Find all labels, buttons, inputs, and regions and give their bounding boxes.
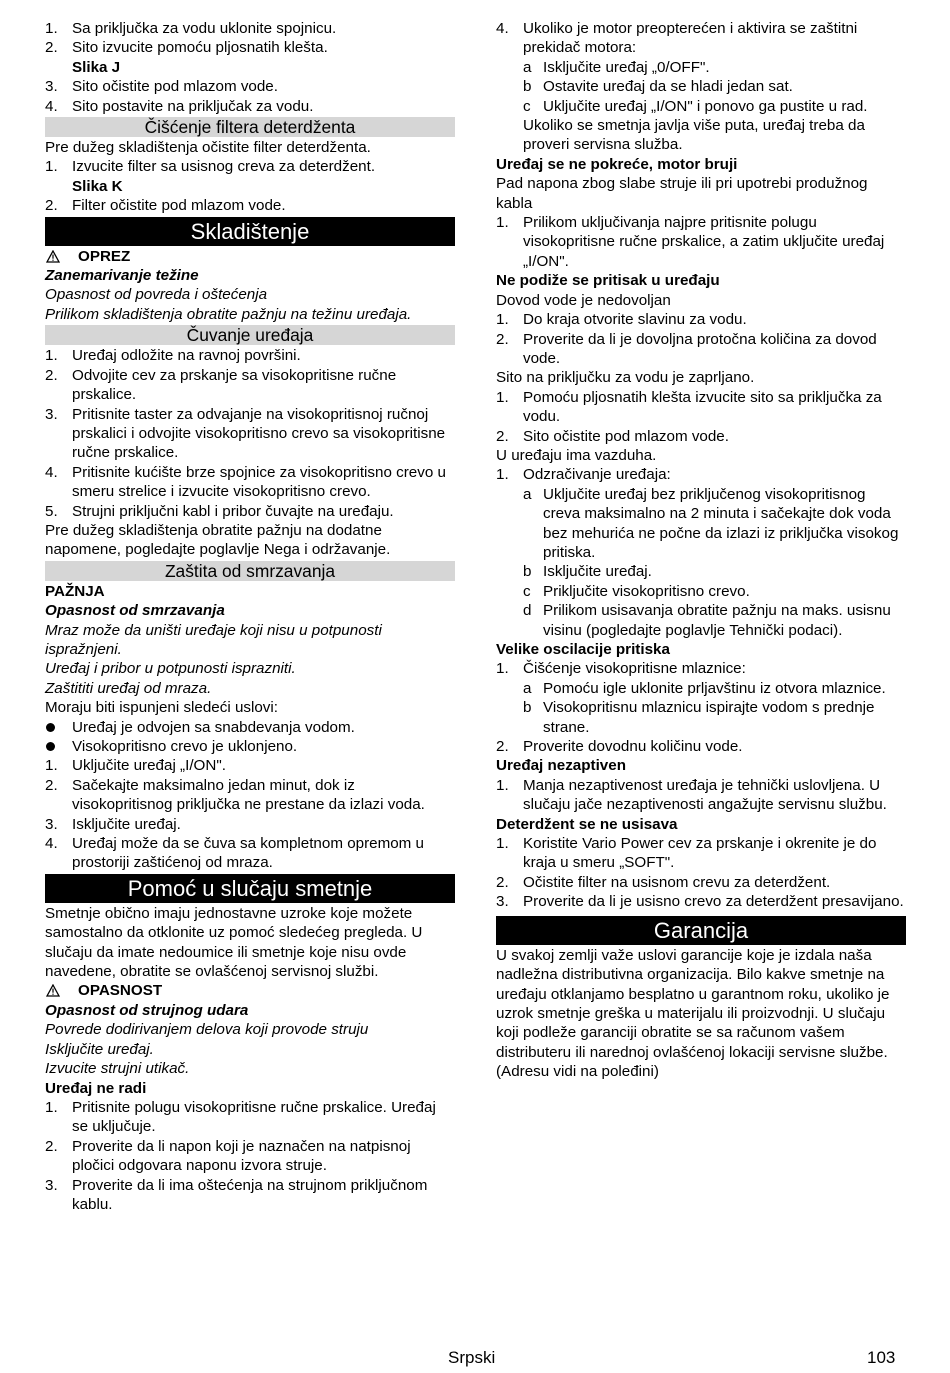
step-text: Proverite da li ima oštećenja na strujnom priključnom kablu. [72,1176,428,1213]
list-item [45,19,455,38]
list-item [496,310,906,329]
step-text: Izvucite filter sa usisnog creva za deterdžent. [72,158,376,176]
step-text: Pritisnite polugu visokopritisne ručne prskalice. Uređaj se uključuje. [72,1098,436,1136]
sub-step-text: Visokopritisnu mlaznicu ispirajte vodom s prednje strane. [543,699,875,736]
step-text: Manja nezaptivenost uređaja je tehnički uslovljena. U slučaju jače nezaptivenosti angažujte servisnu službu. [523,776,887,814]
figure-reference [45,58,455,77]
sub-step-letter: b [523,78,532,96]
warning-triangle-icon [46,984,60,997]
list-item [45,97,455,116]
step-number: 3. [45,405,58,423]
step-text: Sito očistite pod mlazom vode. [523,427,729,445]
sub-step-text: Uključite uređaj bez priključenog visokopritisnog creva maksimalno na 2 minuta i sačekajte dok voda bez mehurića ne počne da izlazi iz priključka visokog pritiska. [543,485,899,561]
sub-list-item [496,601,906,640]
problem-title: Ne podiže se pritisak u uređaju [496,272,720,290]
list-item [496,834,906,873]
step-number: 1. [45,20,58,37]
problem-title: Deterdžent se ne usisava [496,815,678,833]
bullet-icon [46,742,55,751]
danger-title: Opasnost od strujnog udara [45,1001,249,1019]
step-text: Pritisnite taster za odvajanje na visokopritisnoj ručnoj prskalici i odvojite visokopritisno crevo sa visokopritisne ručne prskalice. [72,405,446,462]
step-text: Sačekajte maksimalno jedan minut, dok iz visokopritisnog priključka ne prestane da izlazi voda. [72,776,425,814]
danger-line: Izvucite strujni utikač. [45,1060,190,1078]
step-number: 1. [496,214,509,232]
sub-step-text: Pomoću igle uklonite prljavštinu iz otvora mlaznice. [543,679,886,697]
sub-step-text: Ostavite uređaj da se hladi jedan sat. [543,78,793,96]
list-item [496,19,906,58]
section-heading-frost: Zaštita od smrzavanja [45,561,455,581]
paragraph: Moraju biti ispunjeni sledeći uslovi: [45,699,278,717]
section-heading-detergent-filter: Čišćenje filtera deterdženta [45,117,455,137]
step-number: 2. [45,366,58,384]
step-text: Koristite Vario Power cev za prskanje i okrenite je do kraja u smeru „SOFT". [523,835,877,872]
list-item [45,157,455,176]
problem-title: Uređaj nezaptiven [496,757,626,775]
figure-label: Slika J [72,58,121,76]
caution-notice [45,247,455,266]
paragraph: Pre dužeg skladištenja obratite pažnju na dodatne napomene, pogledajte poglavlje Nega i održavanje. [45,521,391,559]
paragraph: (Adresu vidi na poleđini) [496,1063,659,1081]
list-item [45,38,455,57]
sub-step-letter: a [523,58,532,76]
sub-list-item [496,562,906,581]
bullet-text: Visokopritisno crevo je uklonjeno. [72,738,298,755]
sub-step-text: Isključite uređaj. [543,563,652,581]
step-number: 1. [496,388,509,406]
sub-step-letter: a [523,485,532,503]
step-text: Ukoliko je motor preopterećen i aktivira se zaštitni prekidač motora: [523,20,858,57]
list-item [45,405,455,463]
step-number: 2. [45,776,58,794]
page-number: 103 [867,1348,896,1367]
paragraph: Smetnje obično imaju jednostavne uzroke koje možete samostalno da otklonite uz pomoć sledećeg pregleda. U slučaju da imate nedoumice ili smetnje koje nisu ovde navedene, obratite se ovlašćenoj servisnoj službi. [45,904,423,981]
problem-title: Velike oscilacije pritiska [496,641,670,658]
list-item [45,463,455,502]
attention-title: Opasnost od smrzavanja [45,602,225,620]
sub-list-item [496,77,906,96]
caution-line: Opasnost od povreda i oštećenja [45,286,268,304]
step-number: 2. [496,330,509,348]
attention-line: Zaštititi uređaj od mraza. [45,679,212,697]
step-number: 1. [45,158,58,176]
cause-text: Sito na priključku za vodu je zaprljano. [496,369,755,387]
sub-step-letter: d [523,602,532,620]
danger-line: Povrede dodirivanjem delova koji provode struju [45,1021,369,1039]
step-number: 3. [45,1176,58,1194]
step-number: 4. [45,835,58,853]
sub-step-text: Prilikom usisavanja obratite pažnju na maks. usisnu visinu (pogledajte poglavlje Tehnički podaci). [543,602,891,639]
list-item [496,737,906,756]
sub-step-letter: b [523,699,532,717]
sub-list-item [496,485,906,563]
bullet-icon [46,723,55,732]
step-text: Pomoću pljosnatih klešta izvucite sito sa priključka za vodu. [523,388,882,426]
list-item [45,346,455,365]
caution-label: OPREZ [78,247,131,265]
bullet-item [45,718,455,737]
list-item [45,756,455,775]
danger-label: OPASNOST [78,982,163,1000]
right-column [496,19,906,1082]
sub-step-text: Isključite uređaj „0/OFF". [543,58,710,76]
step-text: Uređaj odložite na ravnoj površini. [72,347,301,365]
bullet-text: Uređaj je odvojen sa snabdevanja vodom. [72,718,355,736]
list-item [45,1098,455,1137]
caution-title: Zanemarivanje težine [45,267,199,285]
section-heading-keeping: Čuvanje uređaja [45,325,455,345]
attention-line: Mraz može da uništi uređaje koji nisu u potpunosti ispražnjeni. [45,621,382,658]
list-item [45,1176,455,1215]
step-number: 2. [496,738,509,756]
step-number: 4. [496,20,509,37]
step-text: Očistite filter na usisnom crevu za deterdžent. [523,873,831,891]
step-number: 1. [45,757,58,775]
bullet-item [45,737,455,756]
step-number: 2. [496,873,509,891]
step-text: Sito postavite na priključak za vodu. [72,97,314,115]
step-number: 1. [496,776,509,794]
step-number: 1. [496,311,509,329]
list-item [45,502,455,521]
list-item [496,776,906,815]
list-item [496,427,906,446]
warning-triangle-icon [46,250,60,263]
step-text: Proverite da li je usisno crevo za deterdžent presavijano. [523,893,904,911]
step-number: 4. [45,463,58,481]
sub-step-letter: b [523,563,532,581]
attention-line: Uređaj i pribor u potpunosti isprazniti. [45,660,296,678]
step-text: Isključite uređaj. [72,815,181,833]
sub-step-letter: c [523,582,531,600]
danger-notice [45,981,455,1000]
list-item [45,77,455,96]
step-text: Čišćenje visokopritisne mlaznice: [523,660,746,678]
paragraph: Pre dužeg skladištenja očistite filter deterdženta. [45,139,371,157]
list-item [45,366,455,405]
sub-list-item [496,58,906,77]
list-item [45,834,455,873]
step-number: 3. [496,893,509,911]
step-text: Do kraja otvorite slavinu za vodu. [523,311,747,329]
step-text: Proverite da li je dovoljna protočna količina za dovod vode. [523,330,877,367]
problem-title: Uređaj ne radi [45,1079,147,1097]
step-number: 1. [45,347,58,365]
list-item [496,465,906,484]
step-number: 2. [45,197,58,215]
paragraph: U svakoj zemlji važe uslovi garancije koje je izdala naša nadležna distributivna organizacija. Bilo kakve smetnje na uređaju otklanjamo besplatno u garantnom roku, ukoliko je uzrok smetnje greška u materijalu ili proizvodnji. U slučaju koji podleže garanciji obratite se sa računom vašem distributeru ili narednoj ovlašćenoj lokaciji servisne službe. [496,946,890,1061]
list-item [496,388,906,427]
step-text: Prilikom uključivanja najpre pritisnite polugu visokopritisne ručne prskalice, a zatim uključite uređaj „I/ON". [523,214,885,270]
chapter-heading-storage: Skladištenje [45,217,455,246]
list-item [45,196,455,215]
step-number: 1. [45,1098,58,1116]
step-text: Proverite dovodnu količinu vode. [523,738,743,756]
step-number: 3. [45,815,58,833]
step-text: Odvojite cev za prskanje sa visokopritisne ručne prskalice. [72,366,397,404]
danger-line: Isključite uređaj. [45,1040,154,1058]
sieve-steps [45,19,455,116]
step-number: 5. [45,502,58,520]
step-number: 4. [45,97,58,115]
left-column [45,19,455,1214]
sub-list-item [496,582,906,601]
cause-text: Pad napona zbog slabe struje ili pri upotrebi produžnog kabla [496,175,868,212]
list-item [496,873,906,892]
step-text: Proverite da li napon koji je naznačen na natpisnoj pločici odgovara naponu izvora struje. [72,1137,411,1175]
list-item [45,776,455,815]
step-number: 2. [45,1137,58,1155]
step-text: Uključite uređaj „I/ON". [72,757,226,775]
chapter-heading-troubleshooting: Pomoć u slučaju smetnje [45,874,455,903]
chapter-heading-warranty: Garancija [496,916,906,945]
step-text: Sito izvucite pomoću pljosnatih klešta. [72,39,328,57]
list-item [496,659,906,678]
step-number: 2. [496,427,509,445]
step-number: 1. [496,660,509,678]
attention-label: PAŽNJA [45,582,105,600]
step-text: Odzračivanje uređaja: [523,466,671,484]
list-item [496,330,906,369]
sub-step-text: Priključite visokopritisno crevo. [543,582,750,600]
caution-line: Prilikom skladištenja obratite pažnju na težinu uređaja. [45,305,412,323]
list-item [496,213,906,271]
step-number: 1. [496,466,509,484]
list-item [45,1137,455,1176]
list-item [496,892,906,911]
step-number: 3. [45,78,58,96]
sub-list-item [496,698,906,737]
list-item [45,815,455,834]
sub-list-item [496,679,906,698]
cause-text: Dovod vode je nedovoljan [496,291,671,309]
sub-step-letter: a [523,679,532,697]
figure-reference [45,177,455,196]
sub-list-item [496,97,906,155]
step-text: Filter očistite pod mlazom vode. [72,197,286,215]
step-text: Sa priključka za vodu uklonite spojnicu. [72,20,337,37]
sub-step-text: Uključite uređaj „I/ON" i ponovo ga pustite u rad. Ukoliko se smetnja javlja više puta, uređaj treba da proveri servisna služba. [523,97,868,154]
step-number: 2. [45,39,58,57]
cause-text: U uređaju ima vazduha. [496,446,657,464]
step-text: Uređaj može da se čuva sa kompletnom opremom u prostoriji zaštićenoj od mraza. [72,835,425,872]
footer-language: Srpski [448,1348,496,1367]
step-number: 1. [496,835,509,853]
problem-title: Uređaj se ne pokreće, motor bruji [496,155,738,173]
step-text: Pritisnite kućište brze spojnice za visokopritisno crevo u smeru strelice i izvucite visokopritisno crevo. [72,463,446,501]
step-text: Sito očistite pod mlazom vode. [72,78,278,96]
figure-label: Slika K [72,177,123,195]
step-text: Strujni priključni kabl i pribor čuvajte na uređaju. [72,502,394,520]
sub-step-letter: c [523,97,531,115]
